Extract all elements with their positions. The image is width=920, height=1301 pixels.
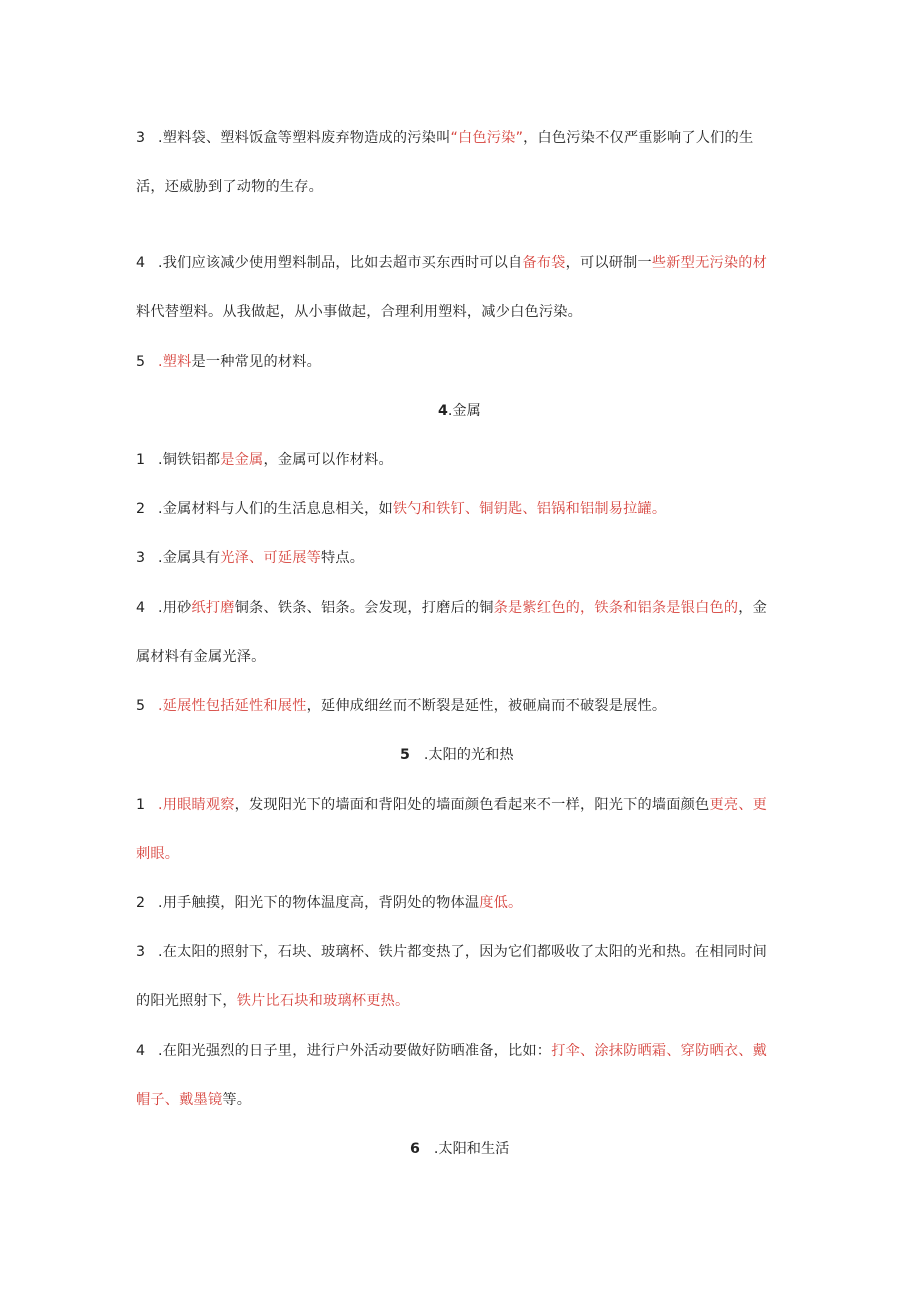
item-number: 4 [136, 1043, 146, 1059]
section-heading [438, 401, 481, 421]
highlight-text: 更亮、更 [709, 797, 768, 813]
item-text: ，延伸成细丝而不断裂是延性，被砸扁而不破裂是展性。 [306, 698, 667, 714]
item-text: 料代替塑料。从我做起，从小事做起，合理利用塑料，减少白色污染。 [136, 304, 583, 320]
item-text: .我们应该减少使用塑料制品，比如去超市买东西时可以自 [158, 255, 523, 271]
list-item [136, 696, 666, 716]
list-item [136, 1041, 767, 1061]
list-item [136, 893, 522, 913]
highlight-text: 备布袋 [522, 255, 566, 271]
item-text: .用砂 [158, 600, 192, 616]
item-number: 3 [136, 550, 146, 566]
item-text: 特点。 [320, 550, 365, 566]
heading-text: .太阳的光和热 [423, 747, 514, 763]
highlight-text: 刺眼。 [136, 846, 180, 862]
heading-number: 6 [410, 1141, 420, 1157]
list-item-continuation [136, 844, 179, 864]
item-text: 属材料有金属光泽。 [136, 649, 266, 665]
item-text: ，发现阳光下的墙面和背阳处的墙面颜色看起来不一样，阳光下的墙面颜色 [234, 797, 710, 813]
item-text: .金属材料与人们的生活息息相关，如 [158, 501, 393, 517]
item-number: 3 [136, 130, 146, 146]
list-item [136, 253, 767, 273]
highlight-text: 光泽、可延展等 [220, 550, 321, 566]
item-number: 1 [136, 797, 146, 813]
item-text: ，白色污染不仅严重影响了人们的生 [523, 130, 754, 146]
section-heading [400, 745, 514, 765]
heading-text: .太阳和生活 [433, 1141, 510, 1157]
list-item [136, 352, 321, 372]
highlight-text: 度低。 [479, 895, 523, 911]
highlight-text: .用眼睛观察 [158, 797, 235, 813]
list-item-continuation [136, 647, 266, 667]
heading-number: 5 [400, 747, 410, 763]
list-item [136, 942, 767, 962]
list-item [136, 128, 753, 148]
list-item-continuation [136, 177, 323, 197]
item-number: 1 [136, 452, 146, 468]
highlight-text: .塑料 [158, 354, 192, 370]
item-number: 2 [136, 895, 146, 911]
heading-text: .金属 [447, 403, 481, 419]
item-number: 5 [136, 354, 146, 370]
item-text: .用手触摸，阳光下的物体温度高，背阴处的物体温 [158, 895, 480, 911]
highlight-text: 些新型无污染的材 [651, 255, 768, 271]
item-text: .在阳光强烈的日子里，进行户外活动要做好防晒准备，比如： [158, 1043, 552, 1059]
highlight-text: 条是紫红色的，铁条和铝条是银白色的 [493, 600, 739, 616]
highlight-text: 是金属 [220, 452, 264, 468]
highlight-text: 纸打磨 [191, 600, 235, 616]
highlight-text: .延展性包括延性和展性 [158, 698, 307, 714]
list-item [136, 499, 666, 519]
item-text: 等。 [222, 1092, 252, 1108]
highlight-text: 铁勺和铁钉、铜钥匙、铝锅和铝制易拉罐。 [392, 501, 667, 517]
list-item-continuation [136, 302, 582, 322]
item-number: 5 [136, 698, 146, 714]
item-number: 4 [136, 255, 146, 271]
list-item [136, 450, 393, 470]
item-text: .金属具有 [158, 550, 221, 566]
highlight-text: 打伞、涂抹防晒霜、穿防晒衣、戴 [551, 1043, 768, 1059]
item-text: 是一种常见的材料。 [191, 354, 321, 370]
item-text: .在太阳的照射下，石块、玻璃杯、铁片都变热了，因为它们都吸收了太阳的光和热。在相同时间 [158, 944, 767, 960]
item-text: .塑料袋、塑料饭盒等塑料废弃物造成的污染叫 [158, 130, 451, 146]
item-number: 2 [136, 501, 146, 517]
item-text: 活，还威胁到了动物的生存。 [136, 179, 324, 195]
item-text: ，可以研制一 [565, 255, 652, 271]
section-heading [410, 1139, 509, 1159]
highlight-text: 铁片比石块和玻璃杯更热。 [236, 993, 410, 1009]
list-item [136, 598, 767, 618]
item-text: 的阳光照射下， [136, 993, 237, 1009]
list-item-continuation [136, 1090, 251, 1110]
list-item [136, 795, 767, 815]
heading-number: 4 [438, 403, 448, 419]
list-item [136, 548, 364, 568]
item-text: ，金 [738, 600, 768, 616]
item-text: ，金属可以作材料。 [263, 452, 393, 468]
highlight-text: 帽子、戴墨镜 [136, 1092, 223, 1108]
list-item-continuation [136, 991, 409, 1011]
item-number: 4 [136, 600, 146, 616]
item-number: 3 [136, 944, 146, 960]
item-text: .铜铁铝都 [158, 452, 221, 468]
item-text: 铜条、铁条、铝条。会发现，打磨后的铜 [234, 600, 494, 616]
highlight-text: “白色污染” [450, 130, 524, 146]
